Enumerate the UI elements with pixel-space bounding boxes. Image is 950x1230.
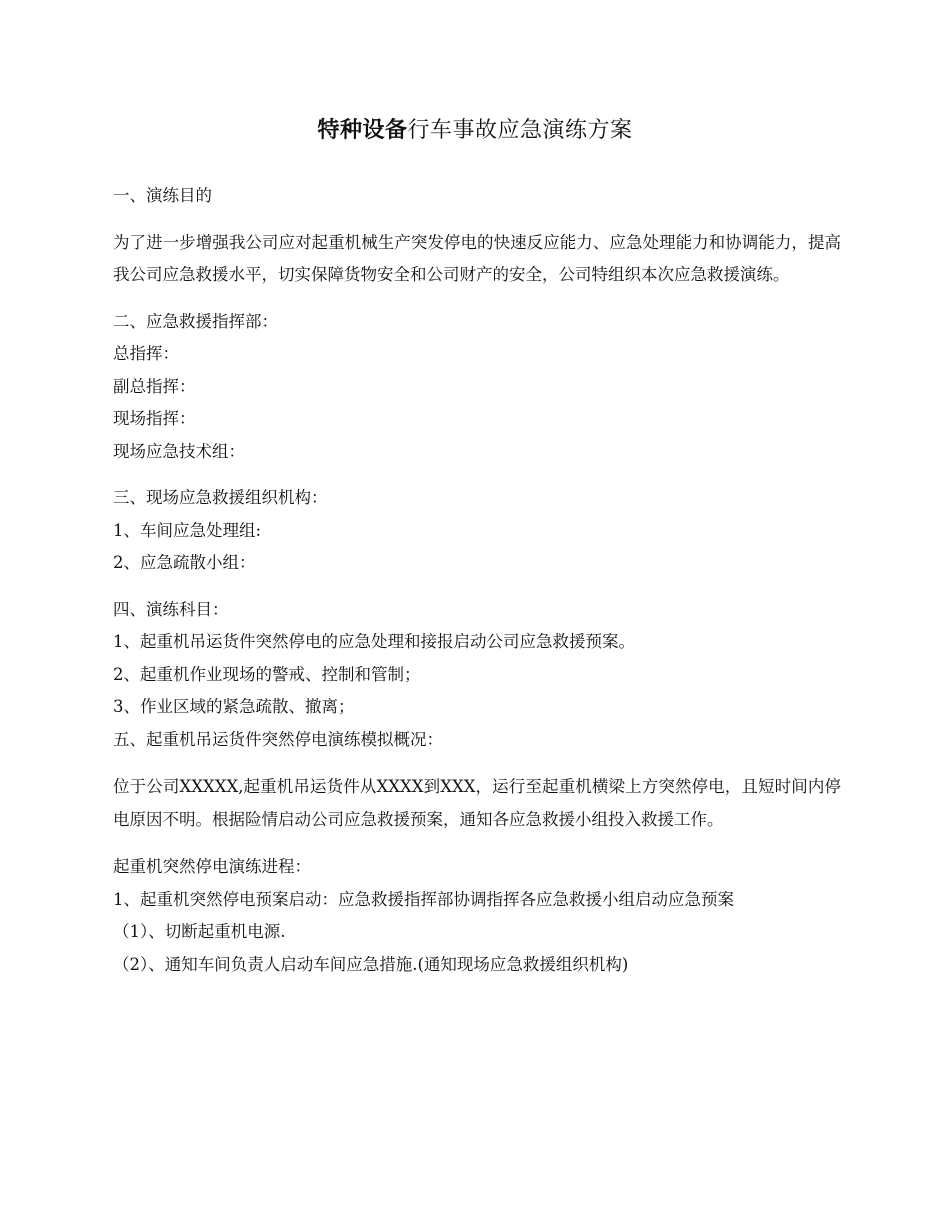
- section-2-heading: 二、应急救援指挥部：: [113, 311, 278, 331]
- org-item-workshop: 1、车间应急处理组:: [113, 520, 262, 540]
- drill-item-1: 1、起重机吊运货件突然停电的应急处理和接报启动公司应急救援预案。: [113, 632, 635, 651]
- section-1-heading: 一、演练目的: [113, 186, 212, 205]
- process-subitem-2: （2）、通知车间负责人启动车间应急措施.(通知现场应急救援组织机构): [113, 954, 629, 974]
- process-heading: 起重机突然停电演练进程：: [113, 857, 311, 876]
- org-item-evacuation: 2、应急疏散小组：: [113, 553, 256, 572]
- document-body: [113, 180, 841, 981]
- command-item-site: 现场指挥：: [113, 409, 196, 428]
- section-5-paragraph: 位于公司XXXXX,起重机吊运货件从XXXX到XXX，运行至起重机横梁上方突然停电，且短时间内停电原因不明。根据险情启动公司应急救援预案，通知各应急救援小组投入救援工作。: [113, 777, 841, 829]
- process-subitem-1: （1）、切断起重机电源.: [113, 922, 286, 941]
- title-bold-part: 特种设备: [317, 117, 408, 143]
- command-item-tech: 现场应急技术组：: [113, 441, 245, 461]
- section-5-heading: 五、起重机吊运货件突然停电演练模拟概况：: [113, 729, 443, 749]
- section-3-heading: 三、现场应急救援组织机构：: [113, 488, 328, 507]
- process-item-1: 1、起重机突然停电预案启动：应急救援指挥部协调指挥各应急救援小组启动应急预案: [113, 889, 734, 909]
- command-item-chief: 总指挥：: [113, 344, 179, 363]
- section-1-paragraph: 为了进一步增强我公司应对起重机械生产突发停电的快速反应能力、应急处理能力和协调能力，提高我公司应急救援水平，切实保障货物安全和公司财产的安全，公司特组织本次应急救援演练。: [113, 232, 841, 284]
- command-item-deputy: 副总指挥：: [113, 376, 196, 396]
- section-4-heading: 四、演练科目：: [113, 599, 229, 619]
- drill-item-3: 3、作业区域的紧急疏散、撤离；: [113, 697, 355, 716]
- title-rest-part: 行车事故应急演练方案: [407, 118, 633, 143]
- drill-item-2: 2、起重机作业现场的警戒、控制和管制；: [113, 664, 421, 684]
- document-title: [0, 113, 950, 148]
